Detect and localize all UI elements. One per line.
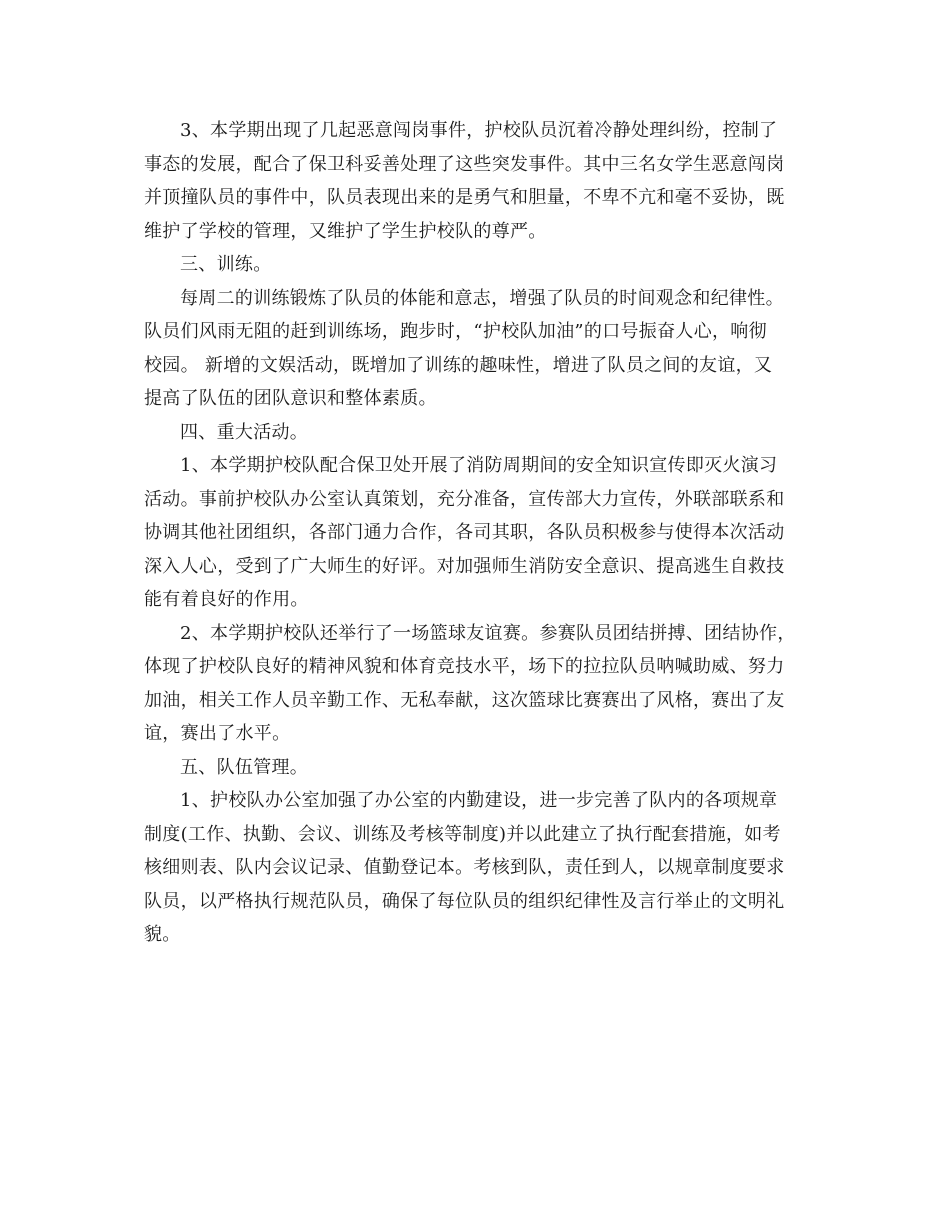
text-line: 提高了队伍的团队意识和整体素质。 — [144, 388, 437, 409]
text-line: 队员，以严格执行规范队员，确保了每位队员的组织纪律性及言行举止的文明礼 — [144, 890, 785, 912]
text-line: 核细则表、队内会议记录、值勤登记本。考核到队，责任到人，以规章制度要求 — [144, 857, 785, 878]
text-line: 1、护校队办公室加强了办公室的内勤建设，进一步完善了队内的各项规章 — [180, 790, 778, 811]
text-line: 活动。事前护校队办公室认真策划，充分准备，宣传部大力宣传，外联部联系和 — [144, 488, 785, 510]
text-line: 加油，相关工作人员辛勤工作、无私奉献，这次篮球比赛赛出了风格，赛出了友 — [144, 689, 785, 711]
text-line: 每周二的训练锻炼了队员的体能和意志，增强了队员的时间观念和纪律性。 — [180, 287, 784, 309]
text-line: 维护了学校的管理，又维护了学生护校队的尊严。 — [144, 220, 547, 242]
text-line: 能有着良好的作用。 — [144, 589, 309, 610]
text-line: 制度(工作、执勤、会议、训练及考核等制度)并以此建立了执行配套措施，如考 — [144, 823, 781, 845]
text-line: 谊，赛出了水平。 — [144, 723, 291, 744]
text-line: 队员们风雨无阻的赶到训练场，跑步时，“护校队加油”的口号振奋人心，响彻 — [144, 321, 767, 342]
text-line: 校园。 新增的文娱活动，既增加了训练的趣味性，增进了队员之间的友谊，又 — [144, 354, 773, 376]
text-line: 2、本学期护校队还举行了一场篮球友谊赛。参赛队员团结拼搏、团结协作， — [180, 622, 796, 644]
text-line: 体现了护校队良好的精神风貌和体育竞技水平，场下的拉拉队员呐喊助威、努力 — [144, 656, 785, 677]
text-line: 并顶撞队员的事件中，队员表现出来的是勇气和胆量，不卑不亢和毫不妥协，既 — [144, 187, 785, 208]
text-line: 事态的发展，配合了保卫科妥善处理了这些突发事件。其中三名女学生恶意闯岗 — [144, 153, 785, 175]
text-line: 协调其他社团组织，各部门通力合作，各司其职，各队员积极参与使得本次活动 — [144, 522, 785, 543]
section-heading: 三、训练。 — [180, 254, 272, 275]
section-heading: 五、队伍管理。 — [180, 756, 309, 778]
text-line: 貌。 — [144, 924, 181, 945]
text-line: 1、本学期护校队配合保卫处开展了消防周期间的安全知识宣传即灭火演习 — [180, 455, 778, 476]
section-heading: 四、重大活动。 — [180, 421, 309, 443]
text-line: 3、本学期出现了几起恶意闯岗事件，护校队员沉着冷静处理纠纷，控制了 — [180, 120, 778, 141]
text-line: 深入人心，受到了广大师生的好评。对加强师生消防安全意识、提高逃生自救技 — [144, 555, 785, 577]
